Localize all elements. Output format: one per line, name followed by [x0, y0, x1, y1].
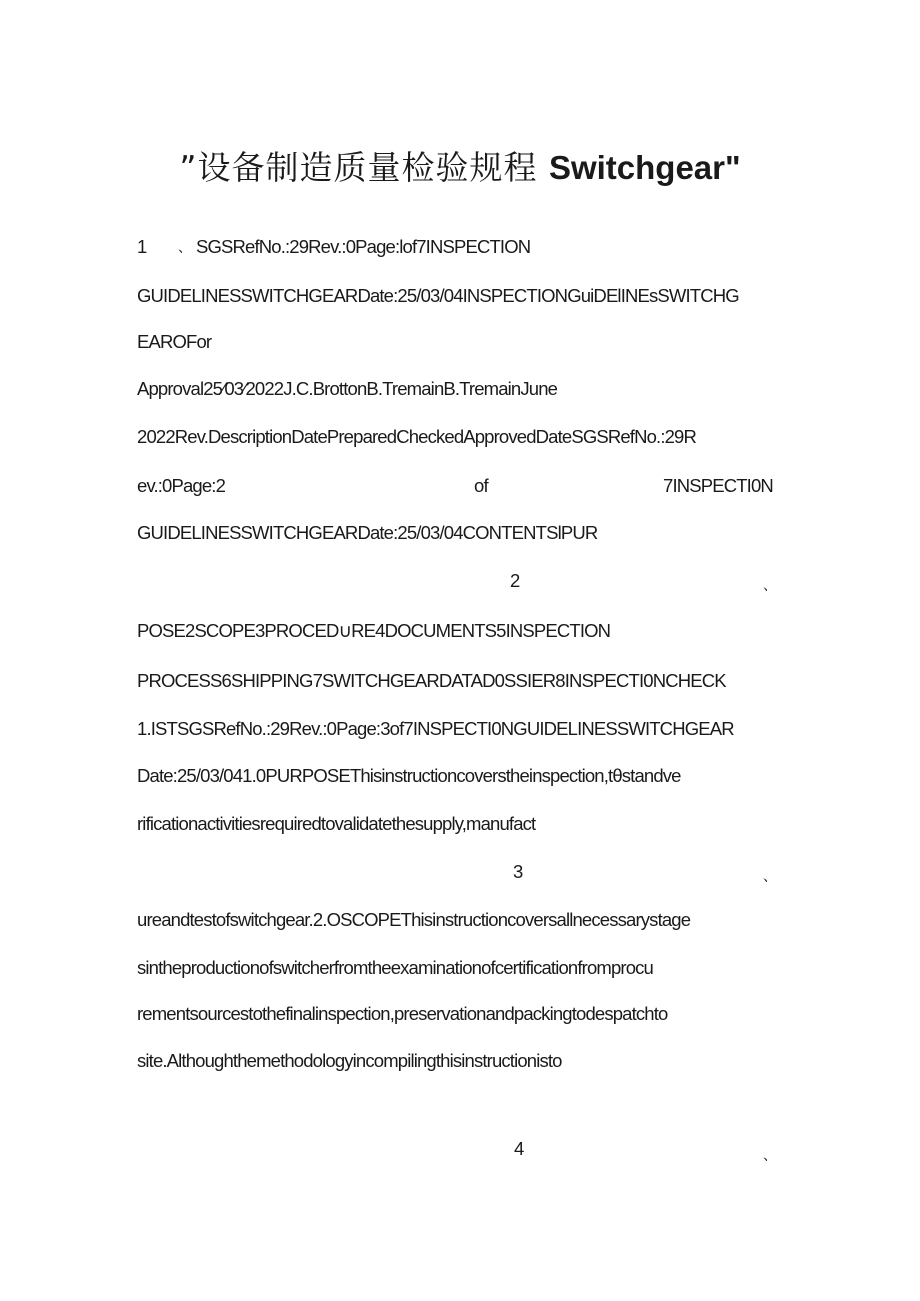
- page-number: 2: [510, 570, 521, 591]
- text-line: POSE2SCOPE3PROCED∪RE4DOCUMENTS5INSPECTION: [137, 620, 611, 641]
- text-line: 1.ISTSGSRefNo.:29Rev.:0Page:3of7INSPECTI0NGUIDELINESSWITCHGEAR: [137, 718, 734, 739]
- text-line-segment: 7INSPECTI0N: [663, 475, 773, 496]
- title-chinese: ”设备制造质量检验规程: [179, 148, 538, 187]
- text-line: SGSRefNo.:29Rev.:0Page:lof7INSPECTION: [196, 236, 531, 257]
- text-line: GUIDELINESSWITCHGEARDate:25/03/04INSPECTIONGuiDElINEsSWITCHG: [137, 285, 739, 306]
- text-line: Date:25/03/041.0PURPOSEThisinstructioncoverstheinspection,tθstandve: [137, 765, 681, 786]
- list-mark: 、: [763, 578, 777, 594]
- text-line: ureandtestofswitchgear.2.OSCOPEThisinstructioncoversallnecessarystage: [137, 909, 691, 930]
- text-line: GUIDELINESSWITCHGEARDate:25/03/04CONTENTSlPUR: [137, 522, 598, 543]
- text-line: Approval25∕03∕2022J.C.BrottonB.TremainB.TremainJune: [137, 378, 558, 399]
- text-line: site.Althoughthemethodologyincompilingthisinstructionisto: [137, 1050, 562, 1071]
- text-line-segment: ev.:0Page:2: [137, 475, 226, 496]
- text-line: rementsourcestothefinalinspection,preservationandpackingtodespatchto: [137, 1003, 668, 1024]
- page-number: 3: [513, 861, 524, 882]
- section-number: 1: [137, 236, 148, 257]
- page-number: 4: [514, 1138, 525, 1159]
- text-line: PROCESS6SHIPPING7SWITCHGEARDATAD0SSIER8INSPECTI0NCHECK: [137, 670, 726, 691]
- text-line: EAROFor: [137, 331, 212, 352]
- text-line: rificationactivitiesrequiredtovalidatethesupply,manufact: [137, 813, 536, 834]
- title-english: Switchgear": [548, 149, 741, 186]
- list-mark: 、: [763, 869, 777, 885]
- text-line: 2022Rev.DescriptionDatePreparedCheckedApprovedDateSGSRefNo.:29R: [137, 426, 697, 447]
- text-line-segment: of: [474, 475, 488, 496]
- list-mark: 、: [763, 1148, 777, 1164]
- text-line: sintheproductionofswitcherfromtheexaminationofcertificationfromprocu: [137, 957, 653, 978]
- list-mark: 、: [178, 240, 192, 256]
- document-title: [0, 146, 920, 190]
